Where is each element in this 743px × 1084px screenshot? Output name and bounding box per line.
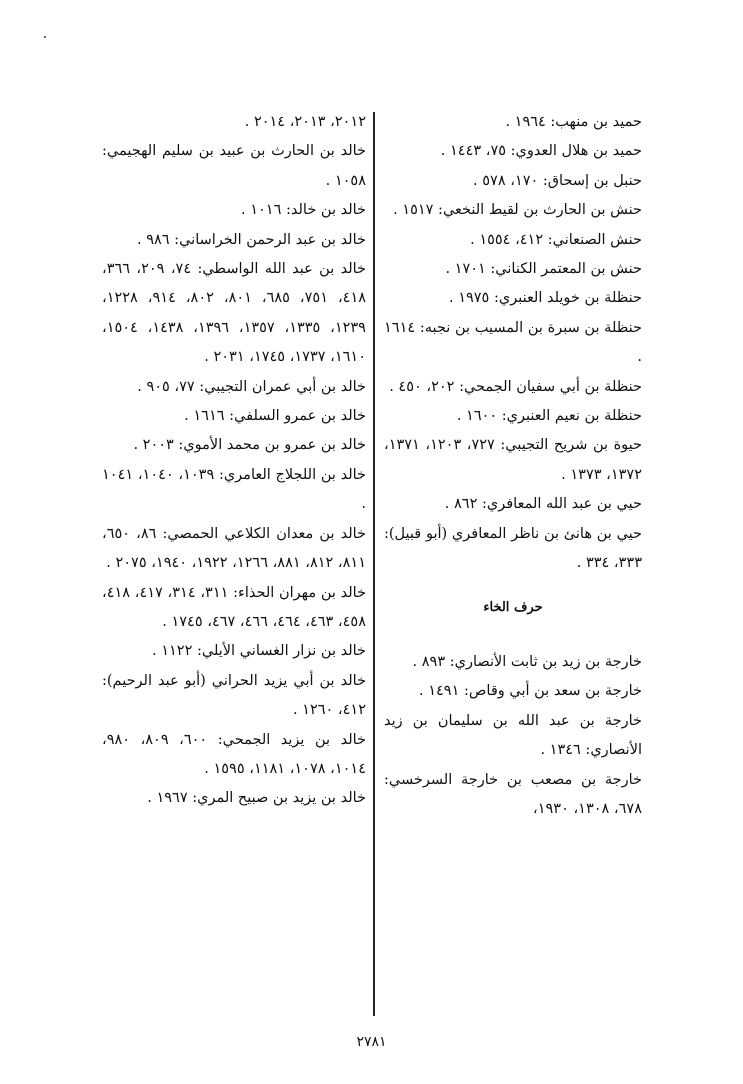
scan-speck <box>44 36 46 38</box>
index-entry: خالد بن نزار الغساني الأيلي: ١١٢٢ . <box>152 643 366 660</box>
column-divider <box>373 112 375 1016</box>
section-title: حرف الخاء <box>483 599 543 615</box>
index-entry: خالد بن عمرو بن محمد الأموي: ٢٠٠٣ . <box>133 437 366 454</box>
index-entry: حنظلة بن سبرة بن المسيب بن نجبه: ١٦١٤ . <box>384 319 642 366</box>
index-entry: حنظلة بن خويلد العنبري: ١٩٧٥ . <box>448 290 642 307</box>
left-entries <box>102 108 366 814</box>
index-entry: حيي بن عبد الله المعافري: ٨٦٢ . <box>444 496 642 513</box>
index-entry: خالد بن خالد: ١٠١٦ . <box>241 202 366 219</box>
right-entries-before <box>384 108 642 579</box>
index-entry: حميد بن منهب: ١٩٦٤ . <box>505 114 642 130</box>
right-entries-after <box>384 648 642 824</box>
index-entry: حيوة بن شريح التجيبي: ٧٢٧، ١٢٠٣، ١٣٧١، ١٣٧٢، ١٣٧٣ . <box>384 437 642 483</box>
index-entry: حميد بن هلال العدوي: ٧٥، ١٤٤٣ . <box>440 143 642 160</box>
index-entry: خالد بن الحارث بن عبيد بن سليم الهجيمي: ١٠٥٨ . <box>102 143 366 189</box>
index-entry: حنش الصنعاني: ٤١٢، ١٥٥٤ . <box>470 231 642 248</box>
index-entry: خالد بن معدان الكلاعي الحمصي: ٨٦، ٦٥٠، ٨١١، ٨١٢، ٨٨١، ١٢٦٦، ١٩٢٢، ١٩٤٠، ٢٠٧٥ . <box>102 525 366 572</box>
index-entry: ٢٠١٢، ٢٠١٣، ٢٠١٤ . <box>244 114 366 130</box>
index-entry: خالد بن مهران الحذاء: ٣١١، ٣١٤، ٤١٧، ٤١٨، ٤٥٨، ٤٦٣، ٤٦٤، ٤٦٦، ٤٦٧، ١٧٤٥ . <box>102 584 367 630</box>
left-column <box>102 108 366 814</box>
index-entry: خارجة بن زيد بن ثابت الأنصاري: ٨٩٣ . <box>412 653 642 670</box>
index-entry: خارجة بن مصعب بن خارجة السرخسي: ٦٧٨، ١٣٠٨، ١٩٣٠، <box>384 771 642 817</box>
right-column <box>384 108 642 824</box>
index-entry: خالد بن اللجلاج العامري: ١٠٣٩، ١٠٤٠، ١٠٤١ . <box>102 466 367 513</box>
index-entry: خالد بن عبد الله الواسطي: ٧٤، ٢٠٩، ٣٦٦، ٤١٨، ٧٥١، ٦٨٥، ٨٠١، ٨٠٢، ٩١٤، ١٢٢٨، ١٢٣٩، ١٣٣٥، ١٣٥٧، ١٣٩٦، ١٤٣٨، ١٥٠٤، ١٦١٠، ١٧٣٧، ١٧٤٥، ٢٠٣١ . <box>102 261 367 366</box>
index-entry: حنظلة بن نعيم العنبري: ١٦٠٠ . <box>456 408 642 425</box>
index-entry: خارجة بن عبد الله بن سليمان بن زيد الأنصاري: ١٣٤٦ . <box>384 712 642 759</box>
page-number: ٢٧٨١ <box>356 1034 387 1050</box>
index-entry: خالد بن أبي عمران التجيبي: ٧٧، ٩٠٥ . <box>137 378 366 395</box>
index-entry: حنظلة بن أبي سفيان الجمحي: ٢٠٢، ٤٥٠ . <box>389 378 642 395</box>
index-entry: حنش بن المعتمر الكناني: ١٧٠١ . <box>445 261 642 278</box>
index-entry: حنش بن الحارث بن لقيط النخعي: ١٥١٧ . <box>393 202 642 219</box>
index-entry: خالد بن عمرو السلفي: ١٦١٦ . <box>184 408 366 425</box>
index-entry: حنبل بن إسحاق: ١٧٠، ٥٧٨ . <box>473 172 642 189</box>
index-entry: خالد بن أبي يزيد الحراني (أبو عبد الرحيم): ٤١٢، ١٢٦٠ . <box>102 672 366 719</box>
index-entry: خارجة بن سعد بن أبي وقاص: ١٤٩١ . <box>419 683 642 700</box>
index-entry: حيي بن هانئ بن ناظر المعافري (أبو قبيل): ٣٣٣، ٣٣٤ . <box>384 525 642 572</box>
index-entry: خالد بن يزيد الجمحي: ٦٠٠، ٨٠٩، ٩٨٠، ١٠١٤، ١٠٧٨، ١١٨١، ١٥٩٥ . <box>102 731 366 777</box>
index-entry: خالد بن عبد الرحمن الخراساني: ٩٨٦ . <box>136 231 366 248</box>
index-entry: خالد بن يزيد بن صبيح المري: ١٩٦٧ . <box>147 790 366 807</box>
